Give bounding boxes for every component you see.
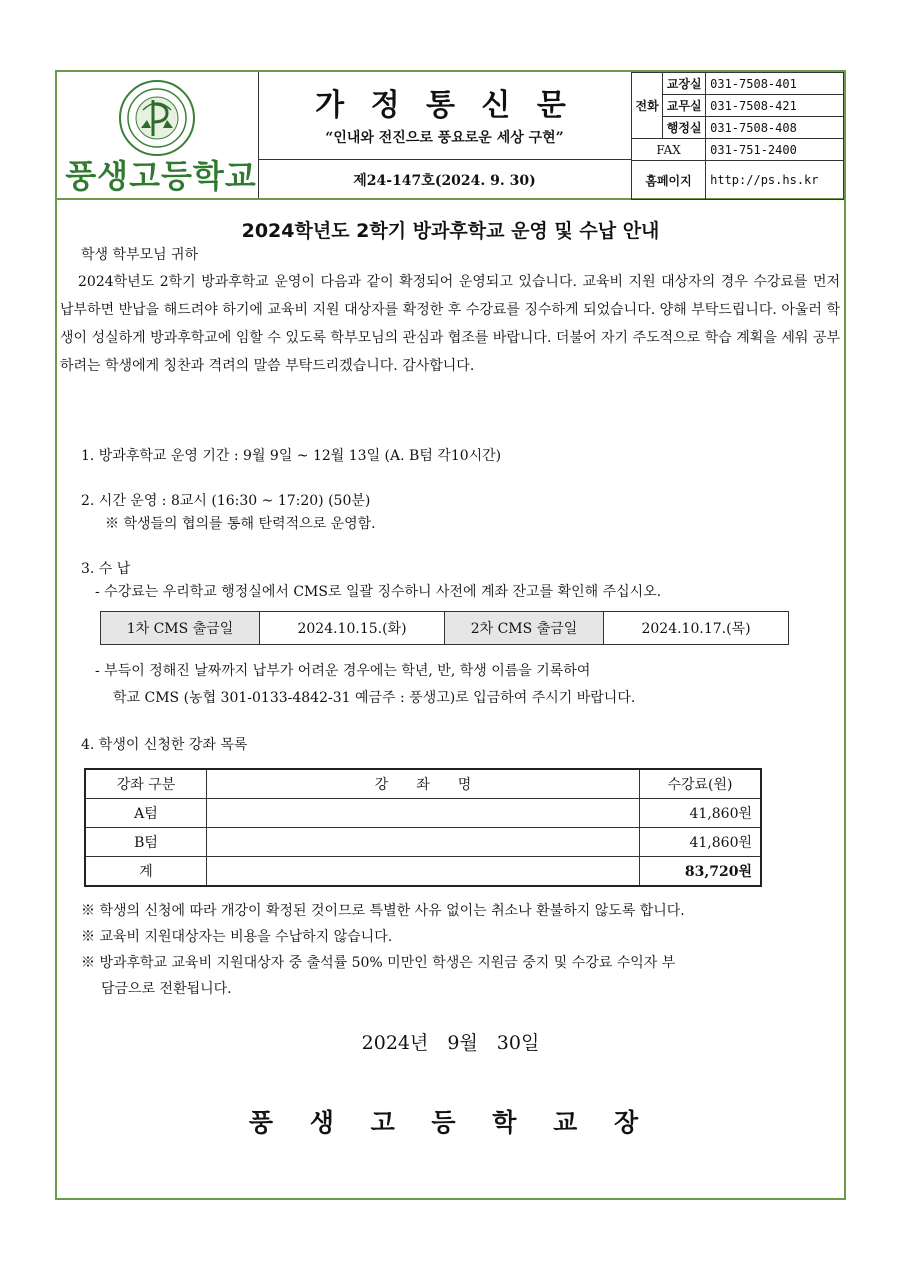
table-row — [85, 799, 761, 828]
principal-signature: 풍 생 고 등 학 교 장 — [248, 1108, 653, 1137]
col-header-course-name: 강 좌 명 — [207, 769, 640, 799]
item-period: 1. 방과후학교 운영 기간 : 9월 9일 ~ 12월 13일 (A. B텀 각10시간) — [81, 448, 502, 464]
contact-number: 031-7508-421 — [706, 95, 844, 117]
phone-label: 전화 — [632, 73, 663, 139]
homepage-label: 홈페이지 — [632, 161, 706, 200]
title-cell — [258, 72, 632, 198]
course-name — [207, 828, 640, 857]
note-refund: ※ 학생의 신청에 따라 개강이 확정된 것이므로 특별한 사유 없이는 취소나 환불하지 않도록 합니다. — [81, 903, 685, 919]
note-attendance-cont: 담금으로 전환됩니다. — [101, 981, 232, 997]
school-name: 풍생고등학교 — [65, 157, 257, 195]
cms-second-label: 2차 CMS 출금일 — [445, 612, 604, 645]
intro-paragraph: 2024학년도 2학기 방과후학교 운영이 다음과 같이 확정되어 운영되고 있습니다. 교육비 지원 대상자의 경우 수강료를 먼저 납부하면 반납을 해드려야 하기에 교육비 지원 대상자를 확정한 후 수강료를 징수하게 되었습니다. 양해 부탁드립니다. 아울러 학생이 성실하게 방과후학교에 임할 수 있도록 학부모님의 관심과 협조를 바랍니다. 더불어 자기 주도적으로 학습 계획을 세워 공부하려는 학생에게 칭찬과 격려의 말씀 부탁드리겠습니다. 감사합니다. — [60, 274, 840, 374]
contact-table — [631, 72, 844, 198]
note-attendance: ※ 방과후학교 교육비 지원대상자 중 출석률 50% 미만인 학생은 지원금 중지 및 수강료 수익자 부 — [81, 955, 676, 971]
course-name — [207, 857, 640, 887]
greeting: 학생 학부모님 귀하 — [81, 247, 199, 263]
table-header-row — [85, 769, 761, 799]
payment-note-2: 학교 CMS (농협 301-0133-4842-31 예금주 : 풍생고)로 입금하여 주시기 바랍니다. — [113, 690, 636, 706]
school-slogan: “인내와 전진으로 풍요로운 세상 구현” — [325, 130, 564, 146]
course-table — [84, 768, 762, 887]
fax-number: 031-751-2400 — [706, 139, 844, 161]
course-name — [207, 799, 640, 828]
col-header-division: 강좌 구분 — [85, 769, 207, 799]
issue-number: 제24-147호(2024. 9. 30) — [353, 173, 536, 189]
note-support: ※ 교육비 지원대상자는 비용을 수납하지 않습니다. — [81, 929, 393, 945]
course-fee: 41,860원 — [640, 799, 762, 828]
item-time-note: ※ 학생들의 협의를 통해 탄력적으로 운영함. — [105, 516, 376, 532]
payment-note-1: - 부득이 정해진 날짜까지 납부가 어려운 경우에는 학년, 반, 학생 이름을 기록하여 — [95, 663, 591, 679]
cms-schedule-table — [100, 611, 789, 645]
document-frame — [55, 70, 846, 1200]
total-label: 계 — [85, 857, 207, 887]
cms-second-date: 2024.10.17.(목) — [604, 612, 789, 645]
item-payment: 3. 수 납 — [81, 561, 131, 577]
item-courses: 4. 학생이 신청한 강좌 목록 — [81, 737, 248, 753]
letter-header — [57, 72, 844, 200]
table-total-row — [85, 857, 761, 887]
course-fee: 41,860원 — [640, 828, 762, 857]
col-header-fee: 수강료(원) — [640, 769, 762, 799]
contact-label: 교무실 — [663, 95, 706, 117]
school-logo-cell — [57, 72, 259, 198]
course-division: B텀 — [85, 828, 207, 857]
contact-label: 행정실 — [663, 117, 706, 139]
item-time: 2. 시간 운영 : 8교시 (16:30 ~ 17:20) (50분) — [81, 493, 371, 509]
document-title: 2024학년도 2학기 방과후학교 운영 및 수납 안내 — [241, 220, 660, 242]
cms-first-label: 1차 CMS 출금일 — [101, 612, 260, 645]
cms-first-date: 2024.10.15.(화) — [260, 612, 445, 645]
item-payment-desc: - 수강료는 우리학교 행정실에서 CMS로 일괄 징수하니 사전에 계좌 잔고를 확인해 주십시오. — [95, 584, 662, 600]
total-fee: 83,720원 — [640, 857, 762, 887]
contact-number: 031-7508-408 — [706, 117, 844, 139]
homepage-url[interactable]: http://ps.hs.kr — [706, 161, 844, 200]
school-seal-icon — [113, 78, 201, 158]
contact-label: 교장실 — [663, 73, 706, 95]
fax-label: FAX — [632, 139, 706, 161]
title-top — [258, 72, 631, 160]
course-division: A텀 — [85, 799, 207, 828]
contact-number: 031-7508-401 — [706, 73, 844, 95]
issue-date: 2024년 9월 30일 — [361, 1032, 540, 1054]
page-title: 가 정 통 신 문 — [315, 88, 574, 123]
table-row — [85, 828, 761, 857]
